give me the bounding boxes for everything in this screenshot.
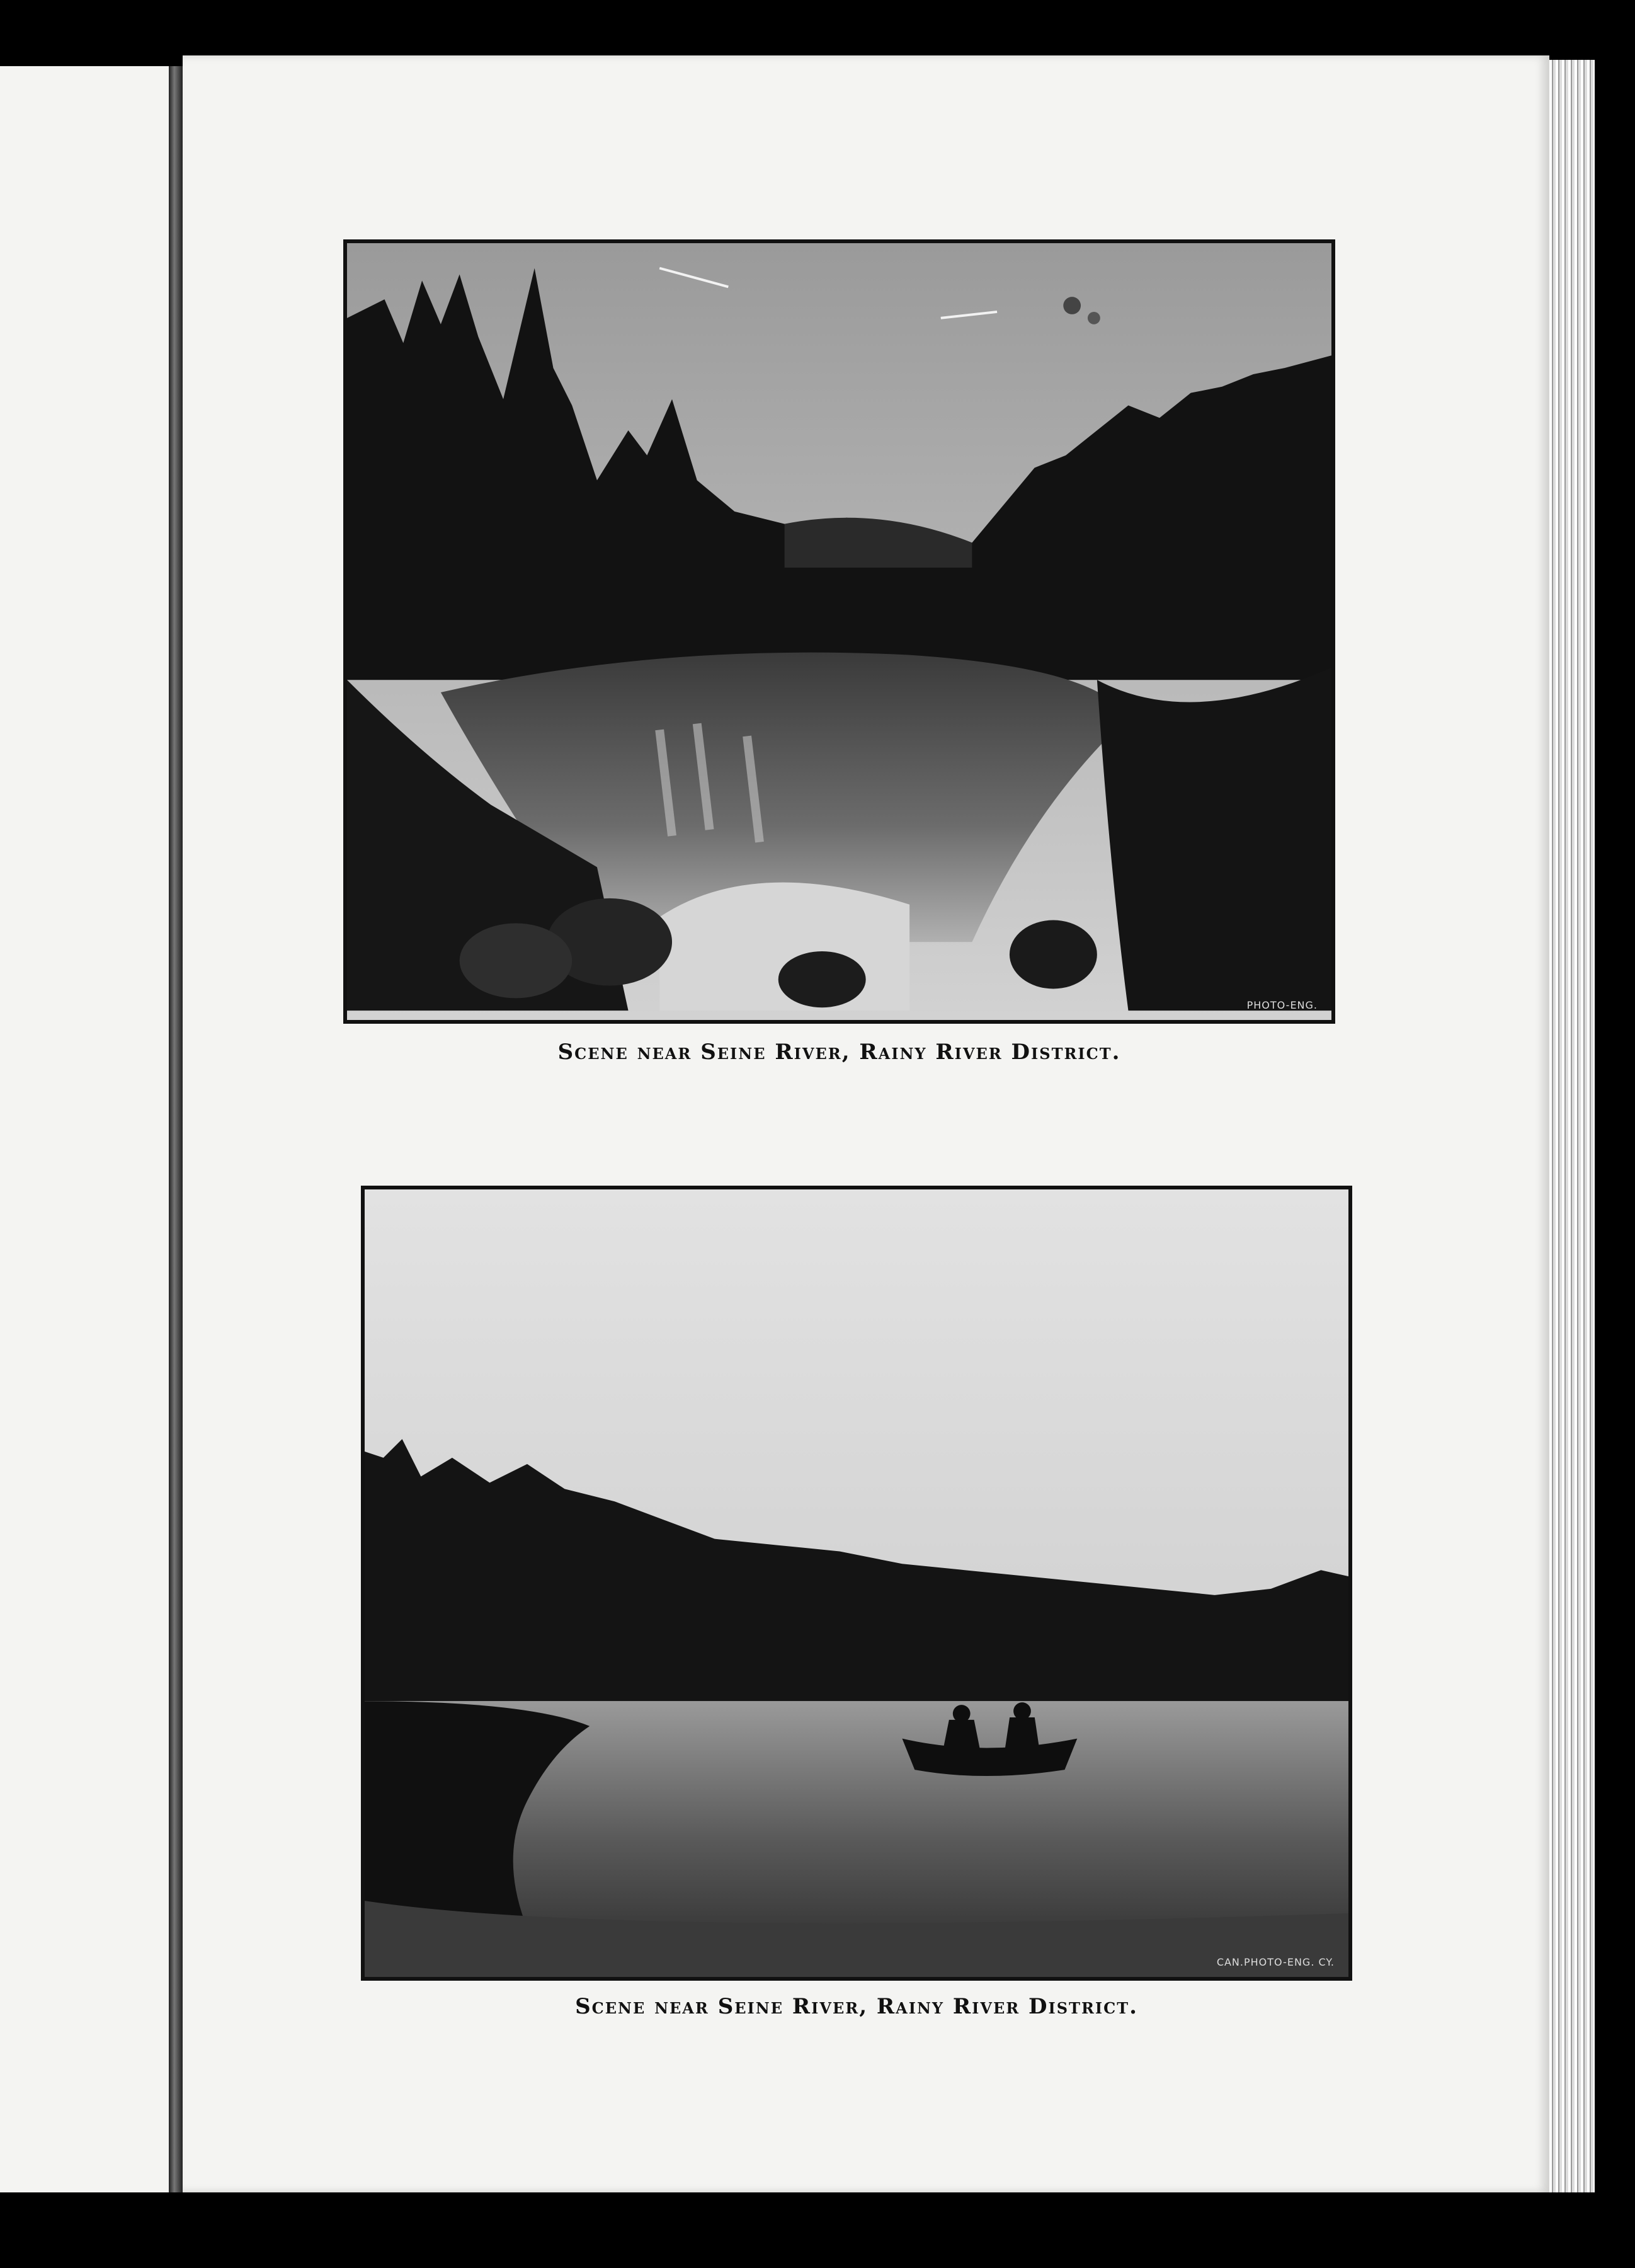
- engraver-mark-top: PHOTO-ENG.: [1246, 999, 1318, 1011]
- page-edges: [1549, 60, 1595, 2192]
- bottom-photograph: [361, 1186, 1352, 1981]
- top-photograph: [343, 239, 1335, 1024]
- river-rapids-scene: [347, 243, 1331, 1020]
- bottom-photo-caption: Scene near Seine River, Rainy River District.: [575, 1994, 1138, 2019]
- canoe-on-river-scene: [365, 1189, 1348, 1977]
- left-page: [0, 66, 169, 2192]
- book-gutter: [169, 66, 183, 2192]
- engraver-mark-bottom: CAN.PHOTO-ENG. CY.: [1216, 1956, 1335, 1968]
- top-photo-caption: Scene near Seine River, Rainy River District.: [557, 1040, 1121, 1065]
